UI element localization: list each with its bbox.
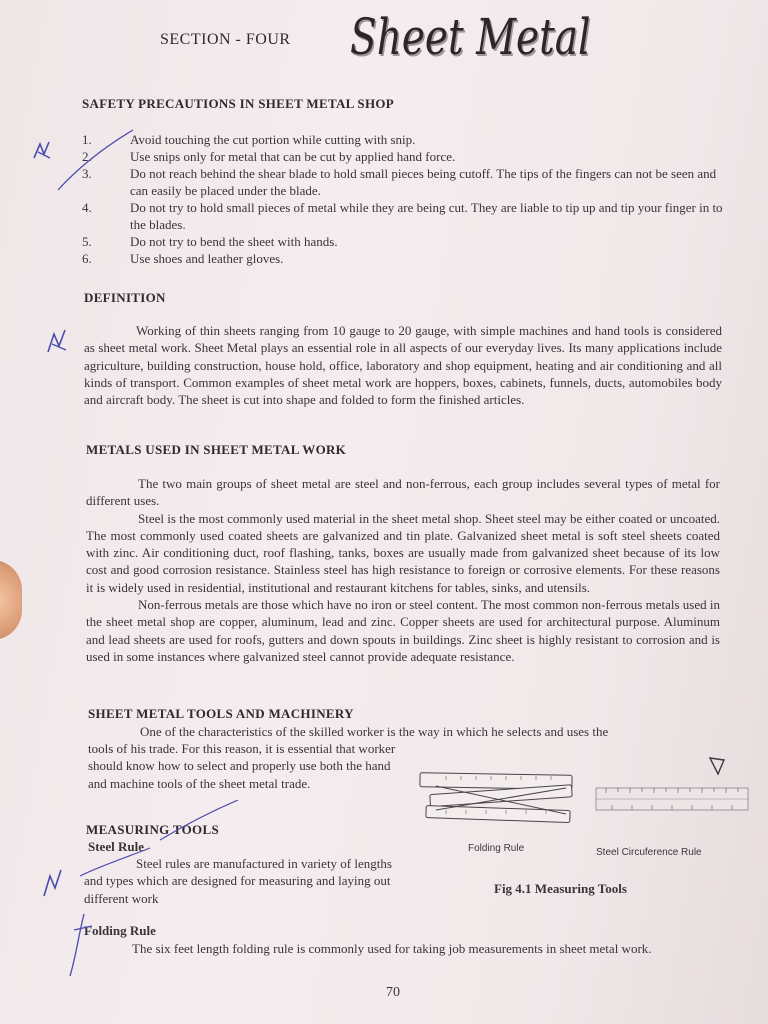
- pen-q-mark: [706, 754, 730, 778]
- steel-rule-text: Steel rules are manufactured in variety of lengths and types which are designed for measuring and laying out different work: [84, 856, 392, 906]
- item-number: 4.: [82, 200, 92, 215]
- metals-heading: METALS USED IN SHEET METAL WORK: [86, 442, 347, 457]
- figure-caption: Fig 4.1 Measuring Tools: [494, 881, 627, 896]
- definition-paragraph: [84, 322, 722, 408]
- metals-intro: The two main groups of sheet metal are steel and non-ferrous, each group includes several types of metal for different uses.: [86, 476, 720, 509]
- item-text: Avoid touching the cut portion while cutting with snip.: [130, 132, 416, 147]
- pen-w-mark: [44, 324, 74, 356]
- safety-list: [82, 131, 727, 267]
- item-text: Do not try to bend the sheet with hands.: [130, 234, 338, 249]
- item-text: Use shoes and leather gloves.: [130, 251, 284, 266]
- item-number: 1.: [82, 132, 92, 147]
- folding-rule-title: Folding Rule: [84, 923, 156, 938]
- tools-rest: [88, 740, 406, 792]
- tools-rest-text: tools of his trade. For this reason, it is essential that worker should know how to select and properly use both the hand and machine tools of the sheet metal trade.: [88, 741, 396, 791]
- pen-f-mark: [64, 910, 104, 980]
- item-text: Do not reach behind the shear blade to hold small pieces being cutoff. The tips of the fingers can not be seen and can easily be placed under the blade.: [130, 166, 717, 198]
- folding-rule-text: The six feet length folding rule is commonly used for taking job measurements in sheet metal work.: [132, 941, 652, 956]
- thumb-edge: [0, 560, 22, 640]
- steel-rule-label: Steel Circuference Rule: [596, 847, 702, 858]
- definition-heading: DEFINITION: [84, 290, 166, 305]
- metals-steel: Steel is the most commonly used material in the sheet metal shop. Sheet steel may be either coated or uncoated. The most commonly used coated sheets are galvanized and tin plate. Galvanized sheet metal is soft steel sheets coated with zinc. Air conditioning duct, roof flashing, tanks, boxes are usually made from galvanized sheet because of its low cost and good corrosion resistance. Stainless steel has high resistance to foreign or corrosive elements. For these reasons it is widely used in residential, institutional and restaurant kitchens for tables, sinks, and utensils.: [86, 510, 720, 595]
- pen-underline-mark: [40, 800, 240, 900]
- list-item: [82, 233, 727, 250]
- definition-text: Working of thin sheets ranging from 10 gauge to 20 gauge, with simple machines and hand tools is considered as sheet metal work. Sheet Metal plays an essential role in all aspects of our everyday lives. Its many applications include agriculture, building construction, house hold, office, laboratory and shop equipment, heating and air conditioning and all kinds of transport. Common examples of sheet metal work are hoppers, boxes, cabinets, funnels, ducts, automobiles body and aircraft body. The sheet is cut into shape and folded to form the finished articles.: [84, 323, 722, 408]
- list-item: [82, 148, 727, 165]
- folding-rule-paragraph: [80, 940, 716, 957]
- list-item: [82, 199, 727, 233]
- safety-heading: SAFETY PRECAUTIONS IN SHEET METAL SHOP: [82, 96, 395, 111]
- folding-rule-illustration: [416, 770, 576, 830]
- pen-check-mark: [28, 128, 138, 198]
- item-text: Use snips only for metal that can be cut by applied hand force.: [130, 149, 456, 164]
- metals-nonferrous: Non-ferrous metals are those which have no iron or steel content. The most common non-ferrous metals used in the sheet metal shop are copper, aluminum, lead and zinc. Copper sheets are used for architectural purpose. Aluminum and lead sheets are used for roofs, gutters and down spouts in buildings. Zinc sheet is highly resistant to corrosion and is used in some instances where galvanized steel cannot provide adequate resistance.: [86, 597, 720, 664]
- tools-heading: SHEET METAL TOOLS AND MACHINERY: [88, 706, 354, 721]
- steel-rule-illustration: [594, 784, 750, 814]
- item-number: 6.: [82, 251, 92, 266]
- section-label: SECTION - FOUR: [160, 31, 291, 48]
- folding-rule-label: Folding Rule: [468, 843, 525, 854]
- item-number: 2.: [82, 149, 92, 164]
- item-text: Do not try to hold small pieces of metal while they are being cut. They are liable to tip up and tip your finger in to the blades.: [130, 200, 723, 232]
- list-item: [82, 250, 727, 267]
- page-number: 70: [386, 985, 400, 1000]
- item-number: 3.: [82, 166, 92, 181]
- item-number: 5.: [82, 234, 92, 249]
- tools-lead-text: One of the characteristics of the skilled worker is the way in which he selects and uses the: [140, 724, 609, 739]
- list-item: [82, 165, 727, 199]
- chapter-title: Sheet Metal: [350, 8, 591, 66]
- metals-paragraphs: [86, 475, 720, 665]
- steel-rule-title: Steel Rule: [88, 839, 144, 854]
- tools-lead: [88, 723, 716, 740]
- list-item: [82, 131, 727, 148]
- measuring-heading: MEASURING TOOLS: [86, 822, 219, 837]
